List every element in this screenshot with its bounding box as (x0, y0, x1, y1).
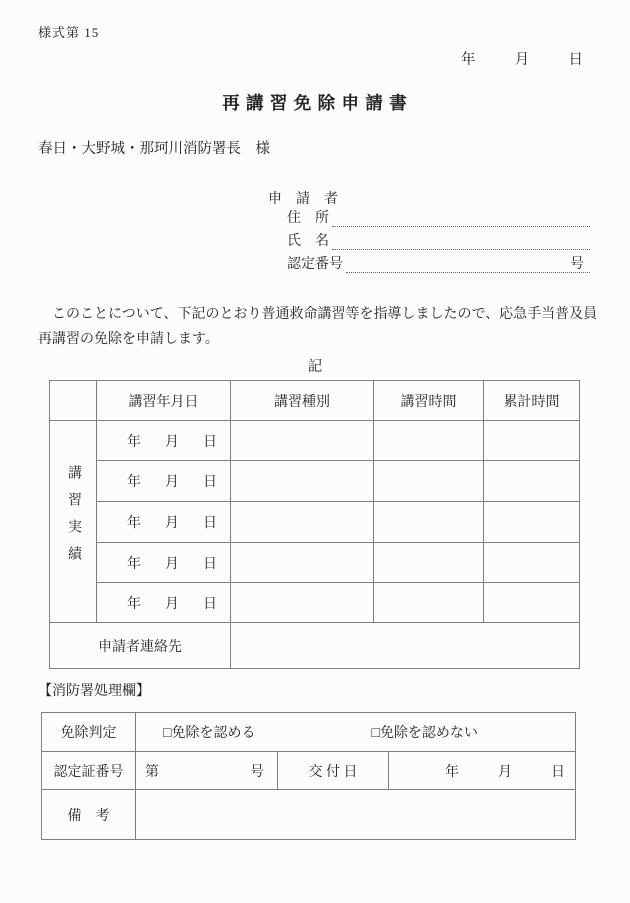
training-row (50, 461, 580, 502)
office-section-heading: 【消防署処理欄】 (38, 684, 150, 699)
day-label: 日 (551, 764, 565, 780)
day-label: 日 (203, 556, 217, 572)
course-date-cell[interactable] (97, 543, 231, 583)
name-fill-line[interactable] (332, 226, 590, 250)
approve-option-label: 免除を認める (171, 726, 256, 741)
name-label: 氏 名 (287, 234, 329, 249)
deny-option[interactable] (371, 722, 477, 742)
cert-number-fill-line[interactable] (346, 249, 590, 273)
applicant-heading: 申 請 者 (268, 192, 338, 207)
course-type-cell[interactable] (231, 583, 374, 623)
training-row (50, 421, 580, 461)
body-paragraph-line1: このことについて、下記のとおり普通救命講習等を指導しましたので、応急手当普及員 (52, 307, 598, 322)
year-label: 年 (445, 764, 459, 780)
deny-option-label: 免除を認めない (379, 726, 478, 741)
course-date-cell[interactable] (97, 461, 231, 502)
course-type-cell[interactable] (231, 543, 374, 583)
course-hours-cell[interactable] (374, 543, 484, 583)
course-hours-cell[interactable] (374, 583, 484, 623)
remarks-value-cell[interactable] (136, 790, 576, 840)
year-label: 年 (127, 556, 141, 572)
training-row (50, 583, 580, 623)
cert-no-row (42, 752, 576, 790)
header-total-hours: 累計時間 (484, 381, 580, 421)
form-number: 様式第 15 (38, 25, 100, 40)
contact-value-cell[interactable] (231, 623, 580, 669)
month-label: 月 (165, 556, 179, 572)
approve-option[interactable] (163, 722, 255, 742)
month-label: 月 (165, 434, 179, 450)
cert-no-suffix: 号 (250, 764, 264, 780)
list-marker: 記 (307, 359, 323, 375)
day-label: 日 (203, 596, 217, 612)
year-label: 年 (461, 52, 476, 68)
header-corner-cell (50, 381, 97, 421)
total-hours-cell[interactable] (484, 543, 580, 583)
judgment-options-cell (136, 713, 576, 752)
approve-checkbox-icon[interactable]: □ (163, 726, 172, 741)
month-label: 月 (165, 475, 179, 490)
remarks-label-cell: 備 考 (42, 790, 136, 840)
total-hours-cell[interactable] (484, 421, 580, 461)
month-label: 月 (514, 52, 530, 68)
training-record-table (49, 380, 580, 669)
course-type-cell[interactable] (231, 461, 374, 502)
month-label: 月 (165, 596, 179, 612)
issue-date-label-cell: 交 付 日 (278, 752, 389, 790)
course-hours-cell[interactable] (374, 502, 484, 543)
course-date-cell[interactable] (97, 421, 231, 461)
year-label: 年 (127, 475, 141, 490)
course-type-cell[interactable] (231, 421, 374, 461)
training-row (50, 502, 580, 543)
office-processing-table (41, 712, 576, 840)
training-header-row (50, 381, 580, 421)
header-course-hours: 講習時間 (374, 381, 484, 421)
course-date-cell[interactable] (97, 502, 231, 543)
header-course-type: 講習種別 (231, 381, 374, 421)
cert-no-prefix: 第 (145, 764, 159, 780)
address-row (287, 204, 590, 227)
contact-row (50, 623, 580, 669)
row-group-label-cell (50, 421, 97, 623)
remarks-row (42, 790, 576, 840)
day-label: 日 (203, 516, 217, 531)
course-date-cell[interactable] (97, 583, 231, 623)
addressee: 春日・大野城・那珂川消防署長 様 (38, 141, 270, 157)
cert-no-label-cell: 認定証番号 (42, 752, 136, 790)
cert-number-row (287, 250, 590, 273)
deny-checkbox-icon[interactable]: □ (371, 726, 380, 741)
applicant-fields (287, 204, 590, 273)
month-label: 月 (165, 516, 179, 531)
month-label: 月 (498, 764, 512, 780)
total-hours-cell[interactable] (484, 502, 580, 543)
course-hours-cell[interactable] (374, 421, 484, 461)
day-label: 日 (203, 434, 217, 450)
page-title: 再 講 習 免 除 申 請 書 (222, 93, 408, 113)
issue-date-value-cell[interactable] (389, 752, 576, 790)
judgment-label-cell: 免除判定 (42, 713, 136, 752)
header-course-date: 講習年月日 (97, 381, 231, 421)
address-fill-line[interactable] (332, 203, 590, 227)
cert-number-label: 認定番号 (287, 257, 343, 272)
body-paragraph (38, 302, 598, 352)
judgment-row (42, 713, 576, 752)
cert-number-suffix: 号 (570, 256, 584, 272)
address-label: 住 所 (287, 211, 329, 226)
date-line (461, 48, 583, 69)
contact-label-cell: 申請者連絡先 (50, 623, 231, 669)
year-label: 年 (127, 596, 141, 612)
training-row (50, 543, 580, 583)
day-label: 日 (203, 475, 217, 490)
total-hours-cell[interactable] (484, 583, 580, 623)
year-label: 年 (127, 516, 141, 531)
day-label: 日 (568, 52, 583, 68)
course-hours-cell[interactable] (374, 461, 484, 502)
cert-no-value-cell[interactable] (136, 752, 278, 790)
name-row (287, 227, 590, 250)
course-type-cell[interactable] (231, 502, 374, 543)
body-paragraph-line2: 再講習の免除を申請します。 (38, 332, 219, 347)
row-group-label: 講習実績 (66, 465, 81, 573)
year-label: 年 (127, 434, 141, 450)
total-hours-cell[interactable] (484, 461, 580, 502)
